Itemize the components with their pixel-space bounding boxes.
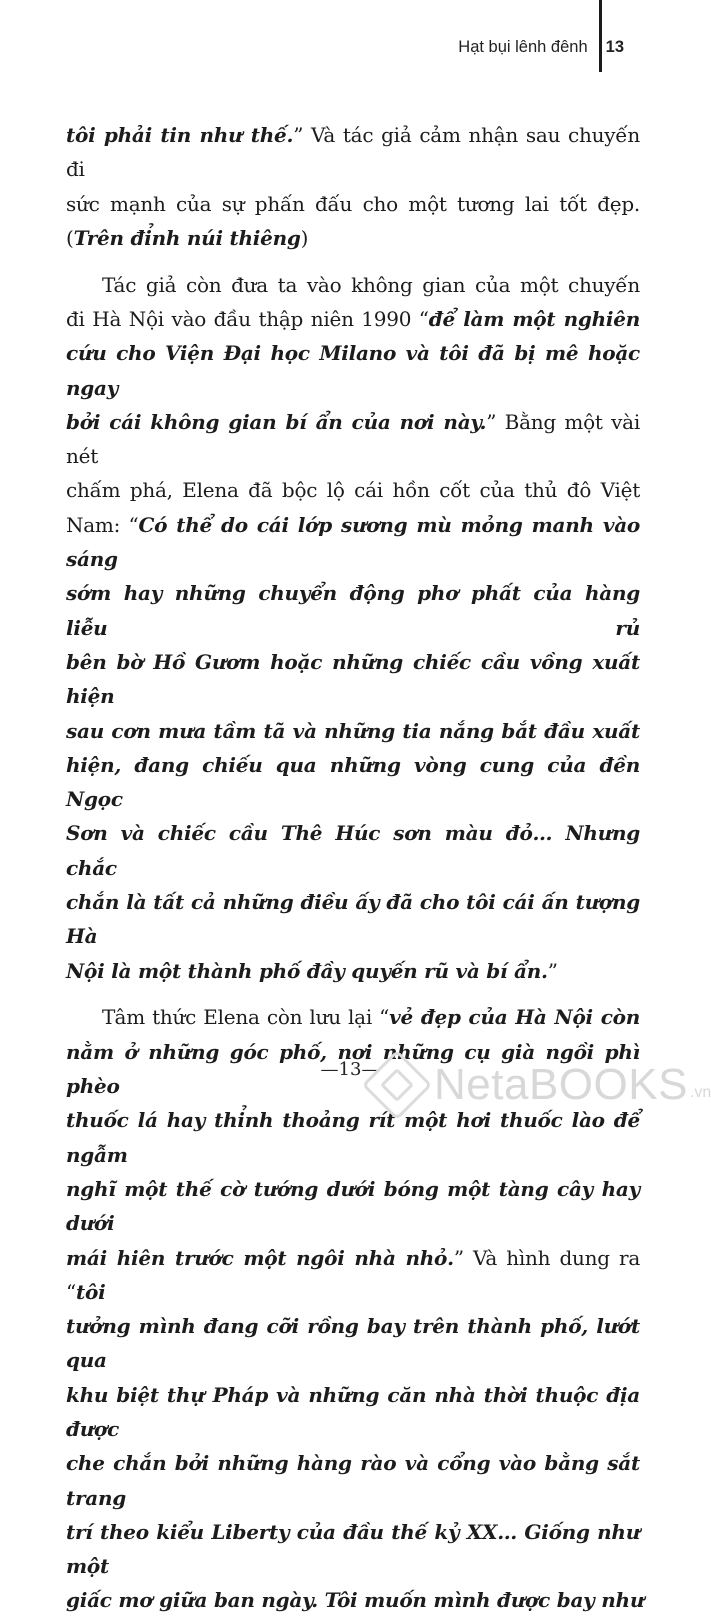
text-line xyxy=(66,816,640,885)
quoted-text: bên bờ Hồ Gươm hoặc những chiếc cầu vồng xuất hiện xyxy=(66,649,640,709)
text-segment: ) xyxy=(300,225,309,250)
quoted-text: tôi phải tin như thế. xyxy=(66,123,294,147)
text-line xyxy=(66,885,640,954)
text-line xyxy=(66,508,640,577)
text-line xyxy=(66,1583,645,1617)
text-segment: Tác giả còn đưa ta vào không gian của một chuyến xyxy=(102,272,640,297)
text-line xyxy=(66,714,640,748)
quoted-text: trí theo kiểu Liberty của đầu thế kỷ XX… Giống như một xyxy=(66,1519,640,1579)
quoted-text: vẻ đẹp của Hà Nội còn xyxy=(389,1005,641,1030)
text-segment: chấm phá, Elena đã bộc lộ cái hồn cốt của thủ đô Việt xyxy=(66,478,640,503)
quoted-text: bởi cái không gian bí ẩn của nơi này. xyxy=(66,409,487,434)
quoted-text: giấc mơ giữa ban ngày. Tôi muốn mình được bay như xyxy=(66,1588,645,1613)
text-line xyxy=(66,748,640,817)
quoted-text: Nội là một thành phố đầy quyến rũ và bí ẩn. xyxy=(66,958,548,983)
text-segment: đi Hà Nội vào đầu thập niên 1990 “ xyxy=(66,306,429,331)
quoted-text: che chắn bởi những hàng rào và cổng vào bằng sắt trang xyxy=(66,1451,640,1510)
quoted-text: nghĩ một thế cờ tướng dưới bóng một tàng cây hay dưới xyxy=(66,1176,640,1236)
quoted-text: để làm một nghiên xyxy=(428,306,640,331)
paragraph xyxy=(66,118,640,255)
quoted-text: cứu cho Viện Đại học Milano và tôi đã bị mê hoặc ngay xyxy=(66,341,640,400)
quoted-text: tưởng mình đang cỡi rồng bay trên thành phố, lướt qua xyxy=(66,1314,640,1373)
body-text xyxy=(66,118,645,1618)
text-segment: Nam: “ xyxy=(66,512,139,537)
quoted-text: chắn là tất cả những điều ấy đã cho tôi cái ấn tượng Hà xyxy=(66,890,640,949)
text-line xyxy=(66,268,640,302)
text-line xyxy=(66,1172,640,1241)
header-divider xyxy=(599,0,602,72)
quoted-text: Trên đỉnh núi thiêng xyxy=(73,225,301,250)
quoted-text: thuốc lá hay thỉnh thoảng rít một hơi thuốc lào để ngẫm xyxy=(66,1108,640,1167)
text-line xyxy=(66,187,640,221)
text-line xyxy=(66,221,640,255)
quoted-text: hiện, đang chiếu qua những vòng cung của đền Ngọc xyxy=(66,752,640,812)
text-line xyxy=(66,1446,640,1515)
text-segment: ” Và tác giả cảm nhận sau chuyến đi xyxy=(66,123,640,182)
text-segment: ” Bằng một vài nét xyxy=(66,409,641,469)
text-line xyxy=(66,576,640,645)
text-segment: ” Và hình dung ra “ xyxy=(66,1245,640,1304)
book-title: Hạt bụi lênh đênh xyxy=(458,38,588,56)
text-line xyxy=(66,1309,640,1378)
watermark xyxy=(372,1060,711,1110)
text-segment: Tâm thức Elena còn lưu lại “ xyxy=(102,1005,390,1030)
quoted-text: sau cơn mưa tầm tã và những tia nắng bắt đầu xuất xyxy=(66,718,640,743)
quoted-text: sớm hay những chuyển động phơ phất của hàng liễu rủ xyxy=(66,581,640,640)
footer-page-number: —13— xyxy=(320,1059,380,1080)
text-line xyxy=(66,336,640,405)
quoted-text: Sơn và chiếc cầu Thê Húc sơn màu đỏ… Nhưng chắc xyxy=(66,821,640,880)
netabooks-logo-icon xyxy=(362,1050,433,1121)
text-line xyxy=(66,302,640,336)
quoted-text: tôi xyxy=(75,1279,106,1304)
watermark-suffix: .vn xyxy=(689,1084,711,1101)
header-page-number: 13 xyxy=(605,38,624,56)
text-line xyxy=(66,1378,640,1447)
text-line xyxy=(66,1515,640,1584)
quoted-text: mái hiên trước một ngôi nhà nhỏ. xyxy=(66,1245,454,1270)
text-line xyxy=(66,405,640,474)
quoted-text: khu biệt thự Pháp và những căn nhà thời thuộc địa được xyxy=(66,1382,640,1441)
text-segment: sức mạnh của sự phấn đấu cho một tương lai tốt đẹp. xyxy=(66,191,640,216)
text-line xyxy=(66,118,640,187)
text-line xyxy=(66,645,640,714)
watermark-brand: NetaBOOKS xyxy=(434,1060,688,1109)
paragraph xyxy=(66,268,640,988)
text-line xyxy=(66,473,640,507)
quoted-text: nằm ở những góc phố, nơi những cụ già ngồi phì phèo xyxy=(66,1039,640,1099)
quoted-text: Có thể do cái lớp sương mù mỏng manh vào sáng xyxy=(66,512,640,572)
text-line xyxy=(66,1000,640,1034)
text-segment: ” xyxy=(547,958,558,983)
text-line xyxy=(66,954,640,988)
text-line xyxy=(66,1103,640,1172)
text-line xyxy=(66,1241,640,1310)
text-segment: ( xyxy=(66,225,74,250)
